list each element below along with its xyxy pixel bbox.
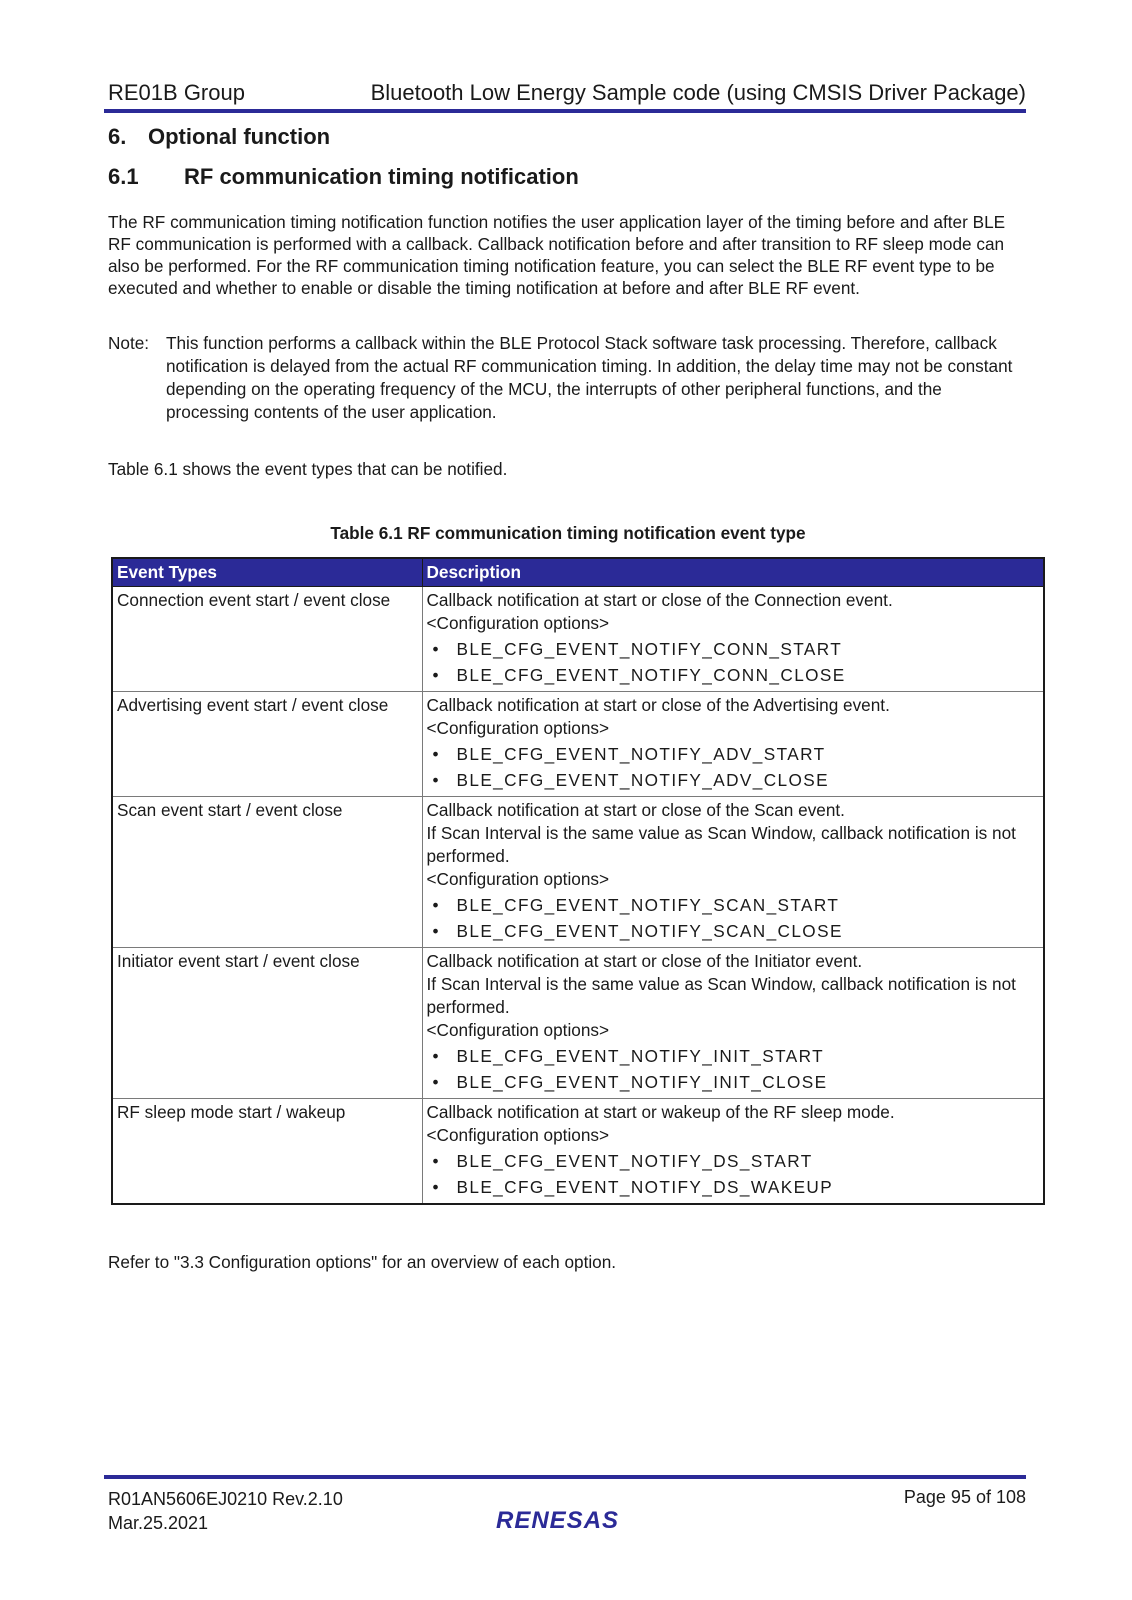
config-option [427,664,1040,687]
event-type-cell: RF sleep mode start / wakeup [112,1099,422,1205]
config-option-label: BLE_CFG_EVENT_NOTIFY_CONN_CLOSE [456,665,846,685]
doc-number: R01AN5606EJ0210 Rev.2.10 [108,1489,343,1509]
bullet-icon: • [432,744,439,764]
bullet-icon: • [432,921,439,941]
config-option [427,743,1040,766]
config-option-label: BLE_CFG_EVENT_NOTIFY_INIT_START [456,1046,824,1066]
description-line: <Configuration options> [426,869,610,889]
logo-text: RENESAS [496,1507,620,1534]
description-line: Callback notification at start or close of the Advertising event. [426,695,890,715]
description-line: If Scan Interval is the same value as Scan Window, callback notification is not performed. [426,974,1016,1017]
bullet-icon: • [432,770,439,790]
config-option [427,1176,1040,1199]
bullet-icon: • [432,1177,439,1197]
table-header-row [112,558,1044,587]
config-option-label: BLE_CFG_EVENT_NOTIFY_ADV_START [456,744,826,764]
config-option [427,894,1040,917]
note-label: Note: [108,333,150,353]
header-group: RE01B Group [108,80,245,105]
event-type-cell: Scan event start / event close [112,797,422,948]
description-line: <Configuration options> [426,1125,610,1145]
table-row [112,692,1044,797]
section-heading [108,124,330,150]
subsection-number: 6.1 [108,164,139,189]
config-option-label: BLE_CFG_EVENT_NOTIFY_ADV_CLOSE [456,770,829,790]
description-cell [422,1099,1044,1205]
description-cell [422,692,1044,797]
bullet-icon: • [432,1072,439,1092]
header-event-types: Event Types [112,558,422,587]
config-option [427,1045,1040,1068]
section-title: Optional function [148,124,331,149]
bullet-icon: • [432,1151,439,1171]
config-option-label: BLE_CFG_EVENT_NOTIFY_SCAN_CLOSE [456,921,843,941]
description-line: Callback notification at start or close of the Scan event. [426,800,845,820]
description-cell [422,797,1044,948]
page-number: Page 95 of 108 [903,1487,1026,1507]
note [108,332,1028,424]
header-divider [104,109,1026,113]
config-option-label: BLE_CFG_EVENT_NOTIFY_DS_WAKEUP [456,1177,834,1197]
description-cell [422,948,1044,1099]
footer-left [108,1487,343,1535]
event-type-cell: Advertising event start / event close [112,692,422,797]
table-row [112,948,1044,1099]
config-option [427,1150,1040,1173]
subsection-heading [108,164,579,190]
intro-paragraph: The RF communication timing notification function notifies the user application layer of the timing before and after BLE RF communication is performed with a callback. Callback notification before and after transition to RF sleep mode can also be performed. For the RF communication timing notification feature, you can select the BLE RF event type to be executed and whether to enable or disable the timing notification at before and after BLE RF event. [108,212,1006,298]
subsection-title: RF communication timing notification [184,164,579,189]
config-option-label: BLE_CFG_EVENT_NOTIFY_DS_START [456,1151,813,1171]
description-line: <Configuration options> [426,718,610,738]
config-option-label: BLE_CFG_EVENT_NOTIFY_INIT_CLOSE [456,1072,828,1092]
config-option [427,920,1040,943]
description-line: If Scan Interval is the same value as Scan Window, callback notification is not performed. [426,823,1016,866]
note-text: This function performs a callback within the BLE Protocol Stack software task processing. Therefore, callback notification is delayed from the actual RF communication timing. In addition, the delay time may not be constant depending on the operating frequency of the MCU, the interrupts of other peripheral functions, and the processing contents of the user application. [166,333,1013,422]
description-line: <Configuration options> [426,613,610,633]
config-option [427,1071,1040,1094]
header-title: Bluetooth Low Energy Sample code (using CMSIS Driver Package) [370,80,1026,105]
description-line: Callback notification at start or close of the Connection event. [426,590,893,610]
bullet-icon: • [432,1046,439,1066]
description-line: Callback notification at start or close of the Initiator event. [426,951,863,971]
event-type-table [111,557,1045,1205]
bullet-icon: • [432,639,439,659]
config-option-label: BLE_CFG_EVENT_NOTIFY_SCAN_START [456,895,840,915]
renesas-logo [496,1504,630,1534]
table-row [112,587,1044,692]
event-type-cell: Initiator event start / event close [112,948,422,1099]
event-type-cell: Connection event start / event close [112,587,422,692]
bullet-icon: • [432,895,439,915]
table-caption: Table 6.1 RF communication timing notification event type [330,523,806,543]
header-description: Description [422,558,1044,587]
table-row [112,1099,1044,1205]
refer-text: Refer to "3.3 Configuration options" for an overview of each option. [108,1252,617,1272]
description-cell [422,587,1044,692]
table-reference: Table 6.1 shows the event types that can be notified. [108,459,508,479]
config-option [427,638,1040,661]
description-line: Callback notification at start or wakeup of the RF sleep mode. [426,1102,895,1122]
description-line: <Configuration options> [426,1020,610,1040]
config-option-label: BLE_CFG_EVENT_NOTIFY_CONN_START [456,639,843,659]
config-option [427,769,1040,792]
section-number: 6. [108,124,127,149]
footer-divider [104,1475,1026,1479]
table-row [112,797,1044,948]
page-header [108,80,1026,112]
doc-date: Mar.25.2021 [108,1513,209,1533]
bullet-icon: • [432,665,439,685]
